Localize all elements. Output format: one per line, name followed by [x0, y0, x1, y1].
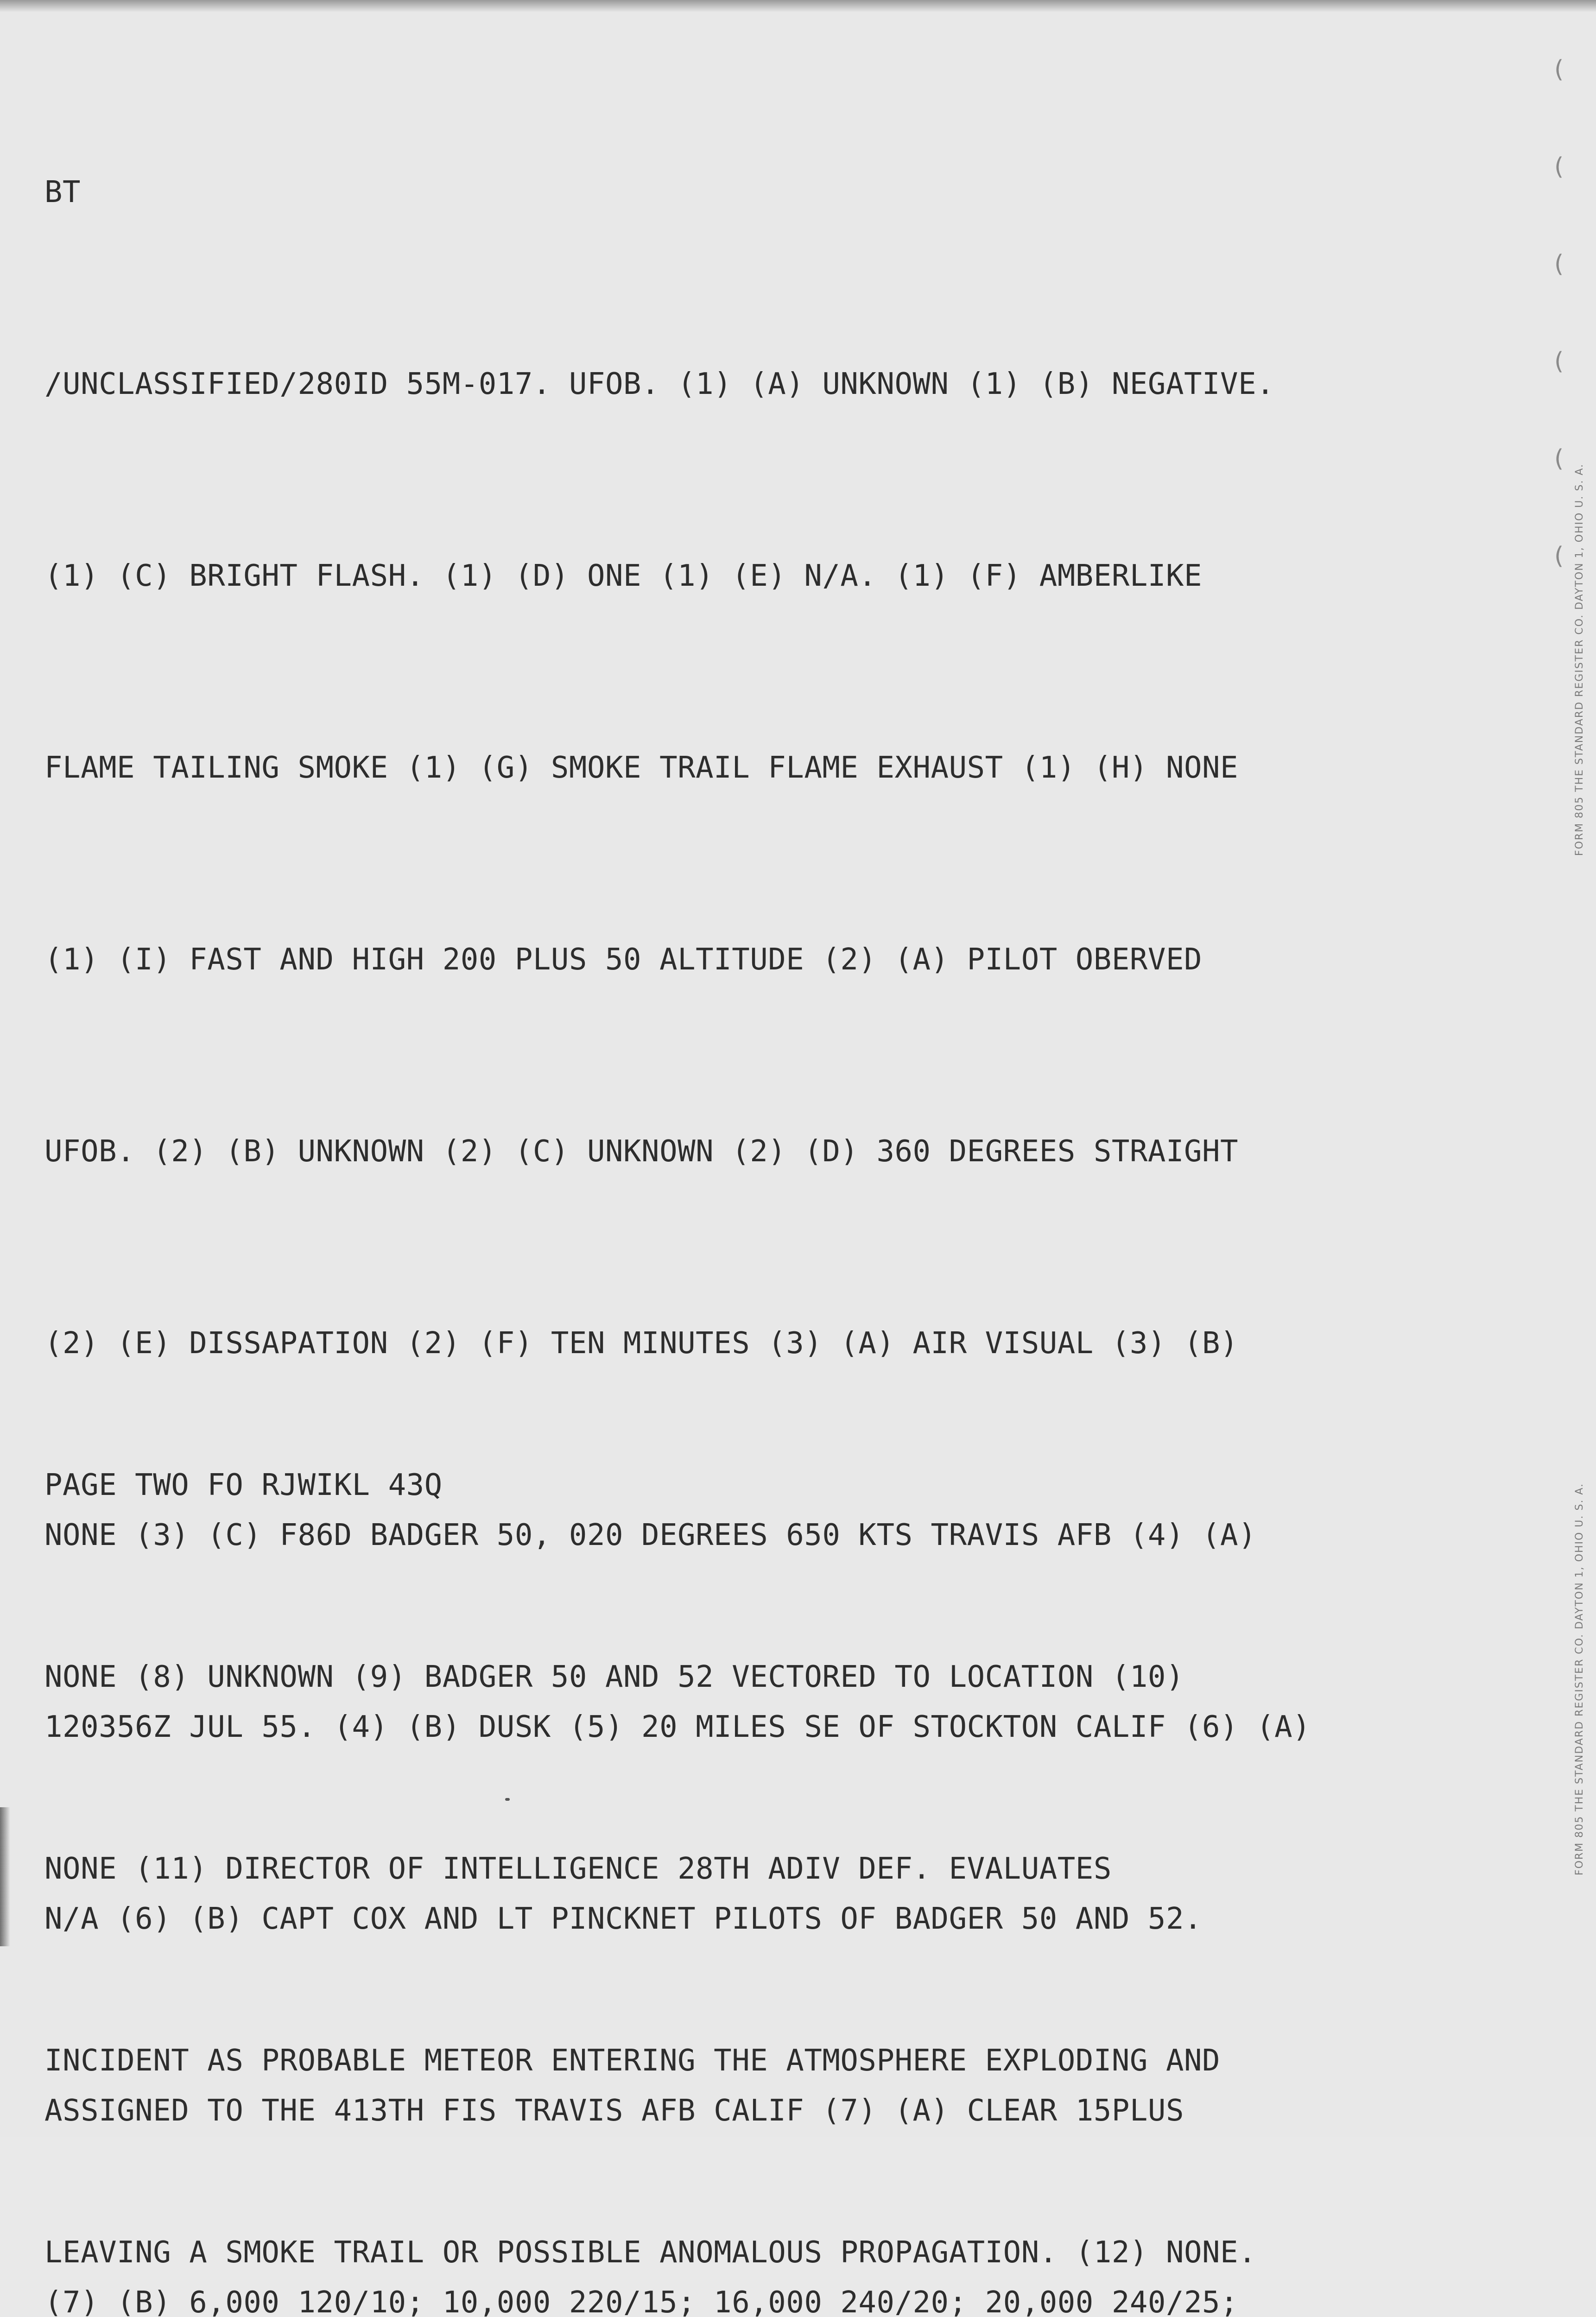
text-line: (2) (E) DISSAPATION (2) (F) TEN MINUTES (3) (A) AIR VISUAL (3) (B): [44, 1326, 1239, 1361]
margin-feed-marks: [1554, 46, 1573, 1900]
text-line: (1) (C) BRIGHT FLASH. (1) (D) ONE (1) (E) N/A. (1) (F) AMBERLIKE: [44, 559, 1202, 593]
text-line: BT: [44, 175, 81, 209]
feed-mark: (: [1554, 445, 1564, 473]
page-two-header: PAGE TWO FO RJWIKL 43Q: [44, 1468, 443, 1502]
ink-speck: [505, 1798, 510, 1801]
feed-mark: (: [1554, 250, 1564, 278]
feed-mark: (: [1554, 153, 1564, 181]
text-line: FLAME TAILING SMOKE (1) (G) SMOKE TRAIL FLAME EXHAUST (1) (H) NONE: [44, 751, 1239, 785]
page-top-edge: [0, 0, 1596, 12]
text-line: LEAVING A SMOKE TRAIL OR POSSIBLE ANOMALOUS PROPAGATION. (12) NONE.: [44, 2235, 1257, 2270]
text-line: (1) (I) FAST AND HIGH 200 PLUS 50 ALTITUDE (2) (A) PILOT OBERVED: [44, 943, 1202, 977]
text-line: INCIDENT AS PROBABLE METEOR ENTERING THE ATMOSPHERE EXPLODING AND: [44, 2044, 1221, 2078]
text-line: ASSIGNED TO THE 413TH FIS TRAVIS AFB CALIF (7) (A) CLEAR 15PLUS: [44, 2094, 1184, 2128]
page-left-edge: [0, 1807, 10, 1946]
message-body-part-two: [44, 1325, 1256, 2317]
text-line: NONE (8) UNKNOWN (9) BADGER 50 AND 52 VECTORED TO LOCATION (10): [44, 1660, 1184, 1694]
text-line: /UNCLASSIFIED/280ID 55M-017. UFOB. (1) (A) UNKNOWN (1) (B) NEGATIVE.: [44, 367, 1275, 401]
text-line: UFOB. (2) (B) UNKNOWN (2) (C) UNKNOWN (2) (D) 360 DEGREES STRAIGHT: [44, 1134, 1239, 1169]
text-line: NONE (3) (C) F86D BADGER 50, 020 DEGREES 650 KTS TRAVIS AFB (4) (A): [44, 1518, 1257, 1552]
text-line: NONE (11) DIRECTOR OF INTELLIGENCE 28TH ADIV DEF. EVALUATES: [44, 1852, 1112, 1886]
form-imprint-upper: FORM 805 THE STANDARD REGISTER CO. DAYTON 1, OHIO U. S. A.: [1574, 463, 1585, 856]
form-imprint-lower: FORM 805 THE STANDARD REGISTER CO. DAYTON 1, OHIO U. S. A.: [1574, 1483, 1585, 1876]
feed-mark: (: [1554, 348, 1564, 375]
text-line: N/A (6) (B) CAPT COX AND LT PINCKNET PILOTS OF BADGER 50 AND 52.: [44, 1902, 1202, 1936]
text-line: 120356Z JUL 55. (4) (B) DUSK (5) 20 MILES SE OF STOCKTON CALIF (6) (A): [44, 1710, 1311, 1744]
feed-mark: (: [1554, 542, 1564, 570]
feed-mark: (: [1554, 56, 1564, 83]
text-line: (7) (B) 6,000 120/10; 10,000 220/15; 16,000 240/20; 20,000 240/25;: [44, 2285, 1239, 2317]
